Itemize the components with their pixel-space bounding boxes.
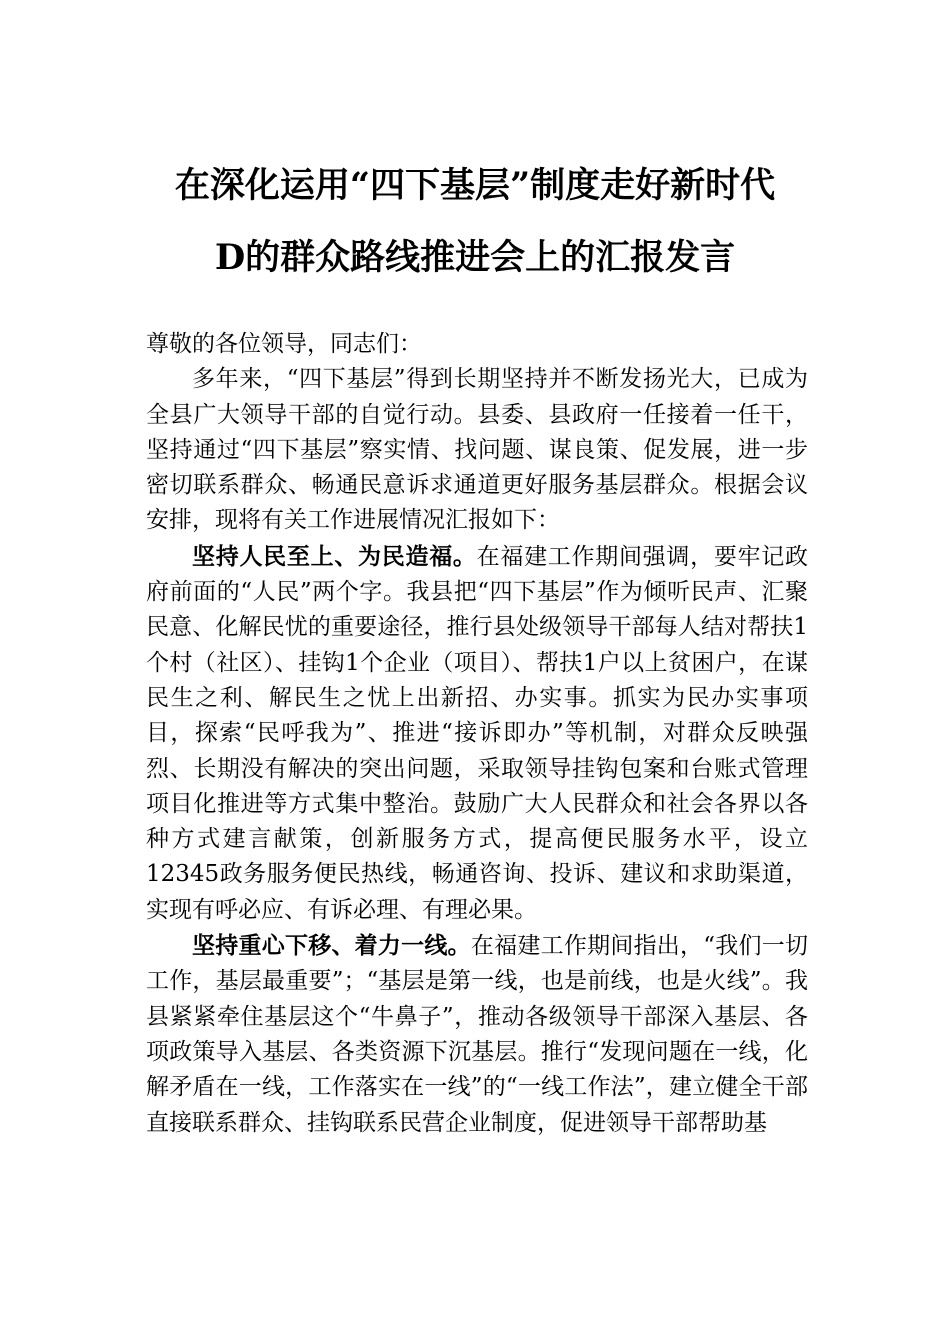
paragraph-text: 在福建工作期间指出，“我们一切工作，基层最重要”；“基层是第一线，也是前线，也是火线”。我县紧紧牵住基层这个“牛鼻子”，推动各级领导干部深入基层、各项政策导入基层、各类资源下沉基层。推行“发现问题在一线，化解矛盾在一线，工作落实在一线”的“一线工作法”，建立健全干部直接联系群众、挂钩联系民营企业制度，促进领导干部帮助基 <box>146 933 809 1136</box>
paragraph-people-first <box>146 539 808 928</box>
paragraph-lead: 坚持人民至上、为民造福。 <box>192 542 477 570</box>
document-title-line-1: 在深化运用“四下基层”制度走好新时代 <box>174 165 776 206</box>
document-title-line-2: D的群众路线推进会上的汇报发言 <box>214 237 736 278</box>
paragraph-text: 在福建工作期间强调，要牢记政府前面的“人民”两个字。我县把“四下基层”作为倾听民声、汇聚民意、化解民忧的重要途径，推行县处级领导干部每人结对帮扶1个村（社区）、挂钩1个企业（项目）、帮扶1户以上贫困户，在谋民生之利、解民生之忧上出新招、办实事。抓实为民办实事项目，探索“民呼我为”、推进“接诉即办”等机制，对群众反映强烈、长期没有解决的突出问题，采取领导挂钩包案和台账式管理项目化推进等方式集中整治。鼓励广大人民群众和社会各界以各种方式建言献策，创新服务方式，提高便民服务水平，设立12345政务服务便民热线，畅通咨询、投诉、建议和求助渠道，实现有呼必应、有诉必理、有理必果。 <box>146 543 809 923</box>
paragraph-grassroots-focus <box>146 928 808 1141</box>
paragraph-text: 多年来，“四下基层”得到长期坚持并不断发扬光大，已成为全县广大领导干部的自觉行动。县委、县政府一任接着一任干，坚持通过“四下基层”察实情、找问题、谋良策、促发展，进一步密切联系群众、畅通民意诉求通道更好服务基层群众。根据会议安排，现将有关工作进展情况汇报如下： <box>146 366 808 534</box>
paragraph-lead: 坚持重心下移、着力一线。 <box>192 932 471 960</box>
document-body <box>146 327 808 1141</box>
salutation: 尊敬的各位领导，同志们： <box>146 331 422 357</box>
paragraph-intro <box>146 362 808 538</box>
